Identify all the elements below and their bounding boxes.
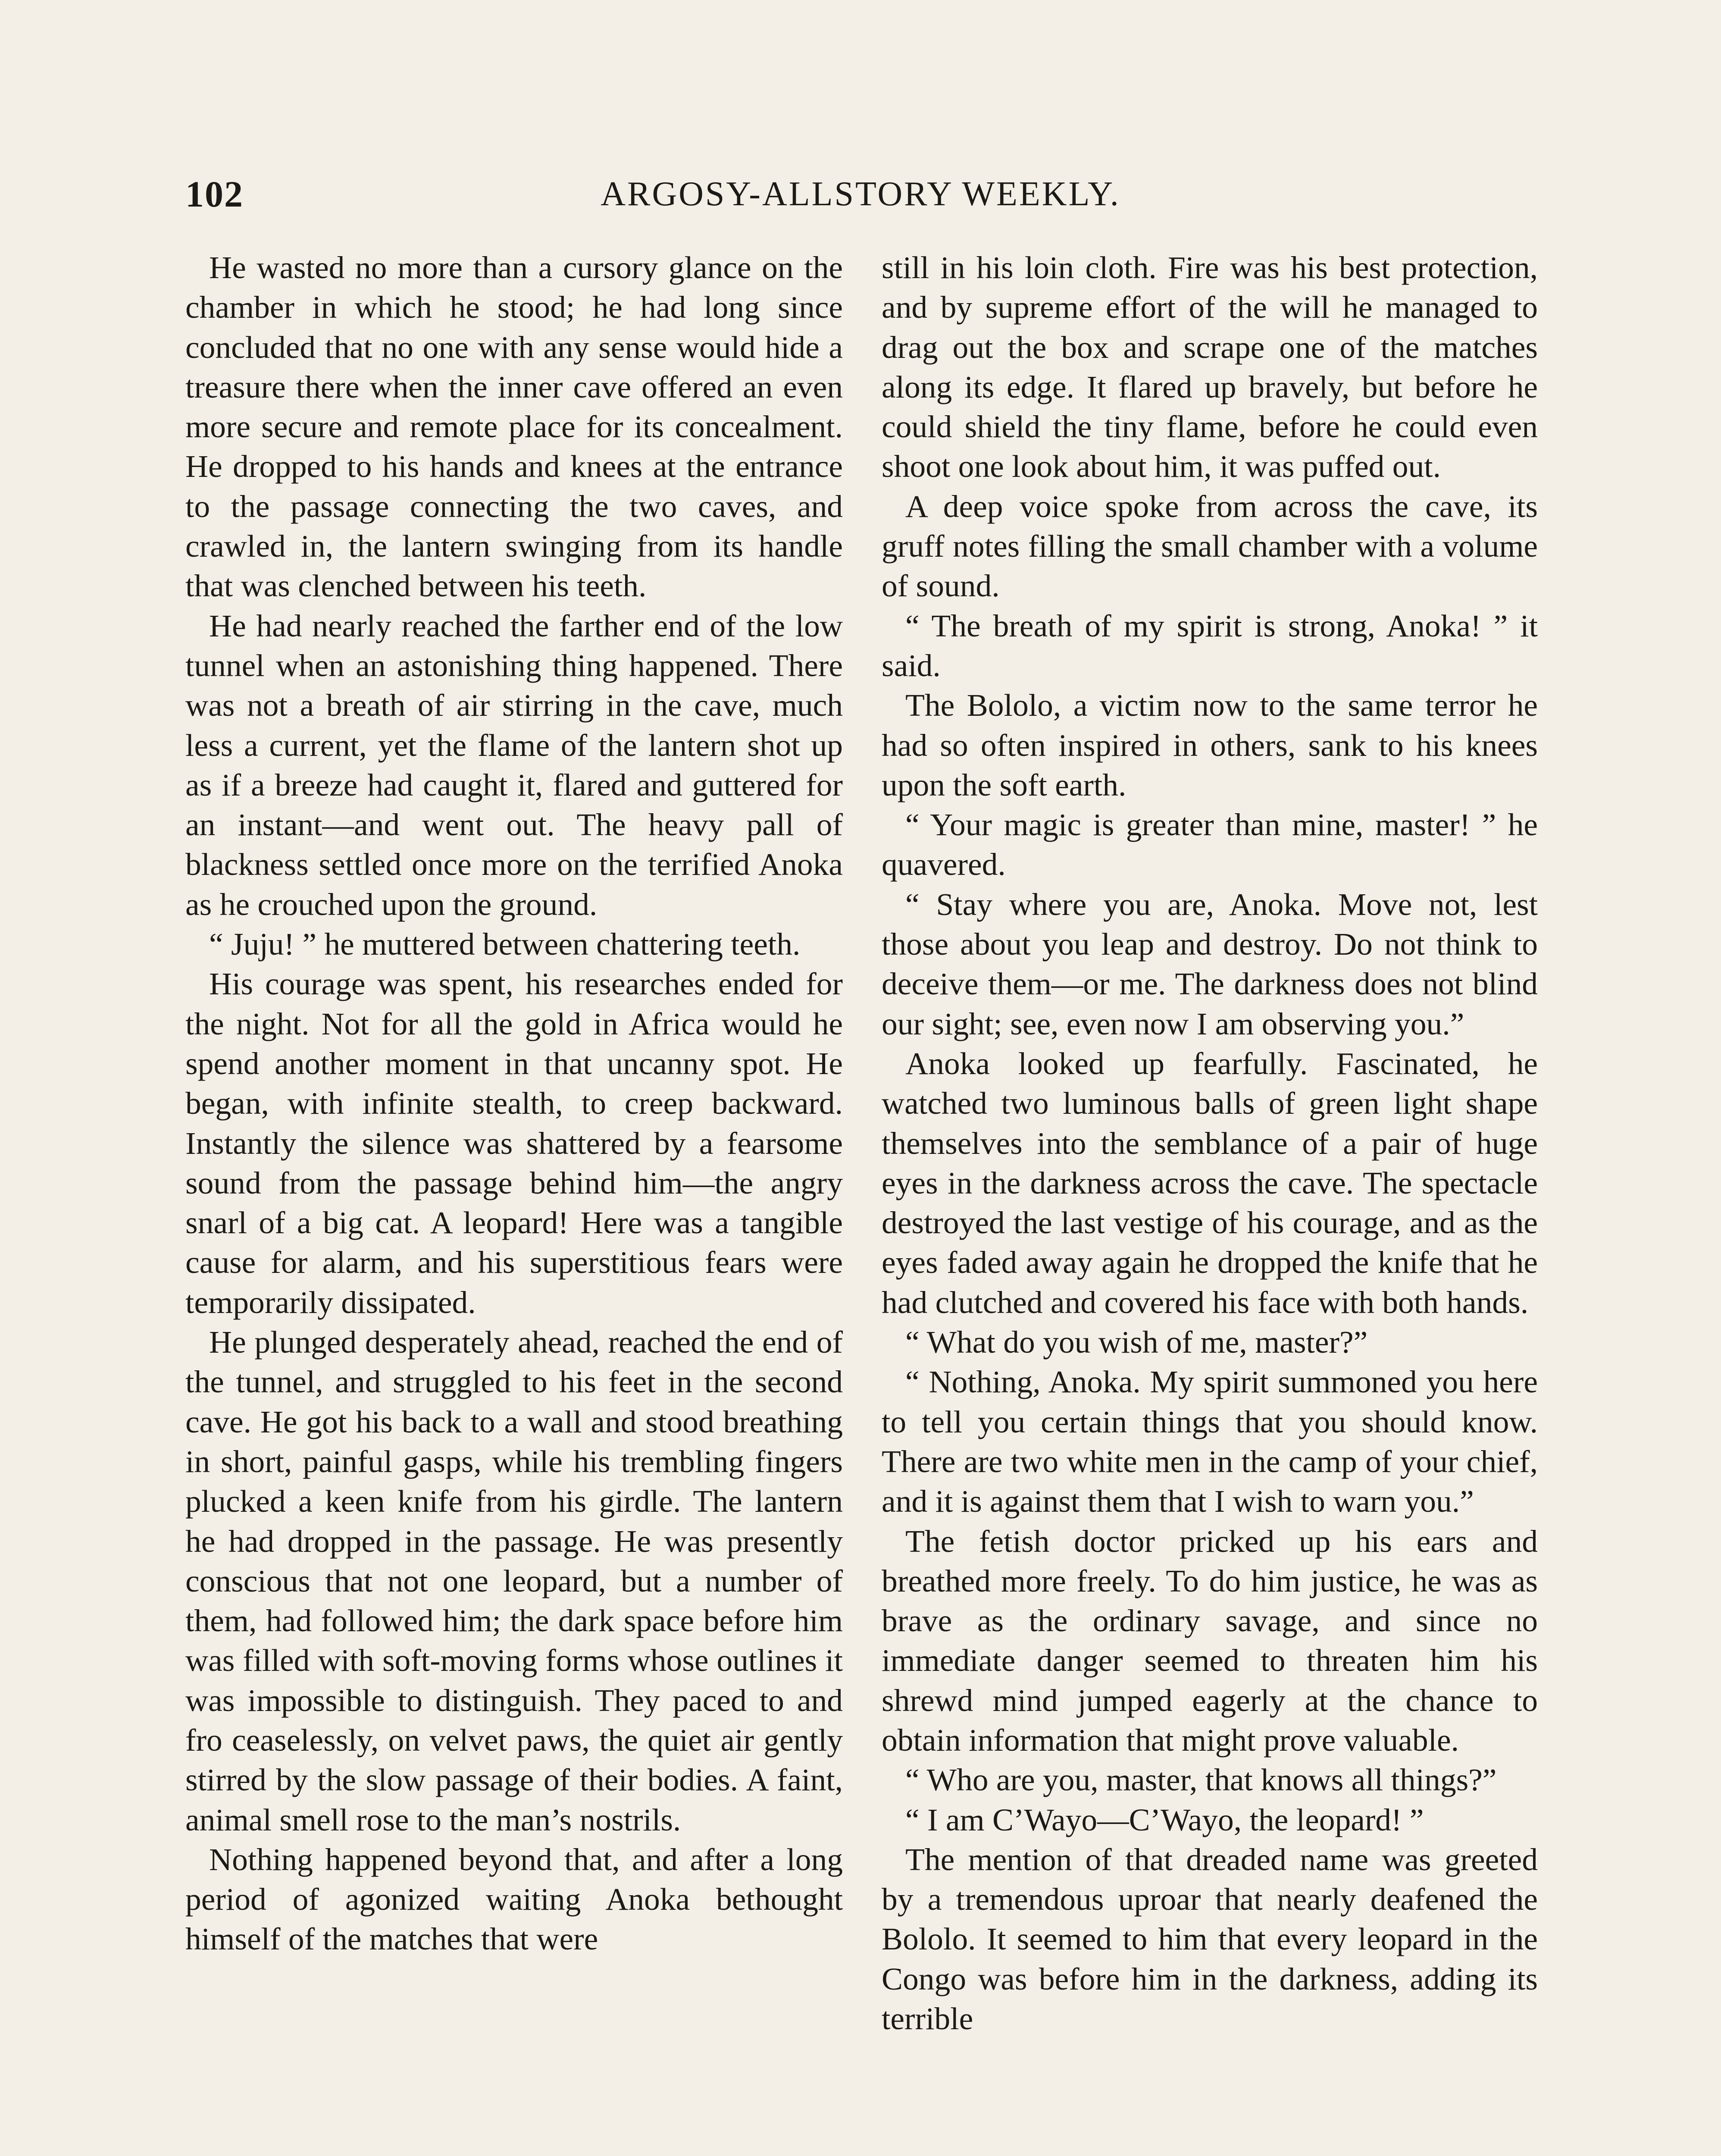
text-column-left xyxy=(185,248,843,1959)
paragraph: Nothing happened beyond that, and after a long period of agonized waiting Anoka bethought himself of the matches that were xyxy=(185,1842,843,1957)
paragraph: “ Nothing, Anoka. My spirit summoned you here to tell you certain things that you should know. There are two white men in the camp of your chief, and it is against them that I wish to warn you.” xyxy=(882,1364,1538,1519)
paragraph: The fetish doctor pricked up his ears and breathed more freely. To do him justice, he was as brave as the ordinary savage, and since no immediate danger seemed to threaten him his shrewd mind jumped eagerly at the chance to obtain information that might prove valuable. xyxy=(882,1523,1538,1758)
paragraph: “ What do you wish of me, master?” xyxy=(905,1325,1368,1360)
paragraph: “ Who are you, master, that knows all things?” xyxy=(905,1762,1497,1798)
paragraph: “ The breath of my spirit is strong, Anoka! ” it said. xyxy=(882,608,1538,683)
text-column-right xyxy=(882,248,1538,2039)
paragraph: He had nearly reached the farther end of the low tunnel when an astonishing thing happened. There was not a breath of air stirring in the cave, much less a current, yet the flame of the lantern shot up as if a breeze had caught it, flared and guttered for an instant—and went out. The heavy pall of blackness settled once more on the terrified Anoka as he crouched upon the ground. xyxy=(185,608,843,922)
paragraph: “ Stay where you are, Anoka. Move not, lest those about you leap and destroy. Do not think to deceive them—or me. The darkness does not blind our sight; see, even now I am observing you.” xyxy=(882,887,1538,1041)
paragraph: “ Juju! ” he muttered between chattering teeth. xyxy=(209,927,801,962)
page-number: 102 xyxy=(185,173,244,215)
paragraph: He wasted no more than a cursory glance on the chamber in which he stood; he had long since concluded that no one with any sense would hide a treasure there when the inner cave offered an even more secure and remote place for its concealment. He dropped to his hands and knees at the entrance to the passage connecting the two caves, and crawled in, the lantern swinging from its handle that was clenched between his teeth. xyxy=(185,250,843,604)
paragraph: The Bololo, a victim now to the same terror he had so often inspired in others, sank to his knees upon the soft earth. xyxy=(882,688,1538,802)
paragraph: “ Your magic is greater than mine, master! ” he quavered. xyxy=(882,807,1538,882)
paragraph: still in his loin cloth. Fire was his best protection, and by supreme effort of the will he managed to drag out the box and scrape one of the matches along its edge. It flared up bravely, but before he could shield the tiny flame, before he could even shoot one look about him, it was puffed out. xyxy=(882,250,1538,484)
paragraph: A deep voice spoke from across the cave, its gruff notes filling the small chamber with a volume of sound. xyxy=(882,489,1538,604)
paragraph: He plunged desperately ahead, reached the end of the tunnel, and struggled to his feet in the second cave. He got his back to a wall and stood breathing in short, painful gasps, while his trembling fingers plucked a keen knife from his girdle. The lantern he had dropped in the passage. He was presently conscious that not one leopard, but a number of them, had followed him; the dark space before him was filled with soft-moving forms whose outlines it was impossible to distinguish. They paced to and fro ceaselessly, on velvet paws, the quiet air gently stirred by the slow passage of their bodies. A faint, animal smell rose to the man’s nostrils. xyxy=(185,1325,843,1837)
running-head-title: ARGOSY-ALLSTORY WEEKLY. xyxy=(601,175,1120,213)
paragraph: His courage was spent, his researches ended for the night. Not for all the gold in Africa would he spend another moment in that uncanny spot. He began, with infinite stealth, to creep backward. Instantly the silence was shattered by a fearsome sound from the passage behind him—the angry snarl of a big cat. A leopard! Here was a tangible cause for alarm, and his superstitious fears were temporarily dissipated. xyxy=(185,966,843,1320)
paragraph: “ I am C’Wayo—C’Wayo, the leopard! ” xyxy=(905,1802,1424,1837)
paragraph: Anoka looked up fearfully. Fascinated, he watched two luminous balls of green light shape themselves into the semblance of a pair of huge eyes in the darkness across the cave. The spectacle destroyed the last vestige of his courage, and as the eyes faded away again he dropped the knife that he had clutched and covered his face with both hands. xyxy=(882,1046,1538,1320)
paragraph: The mention of that dreaded name was greeted by a tremendous uproar that nearly deafened the Bololo. It seemed to him that every leopard in the Congo was before him in the darkness, adding its terrible xyxy=(882,1842,1538,2037)
